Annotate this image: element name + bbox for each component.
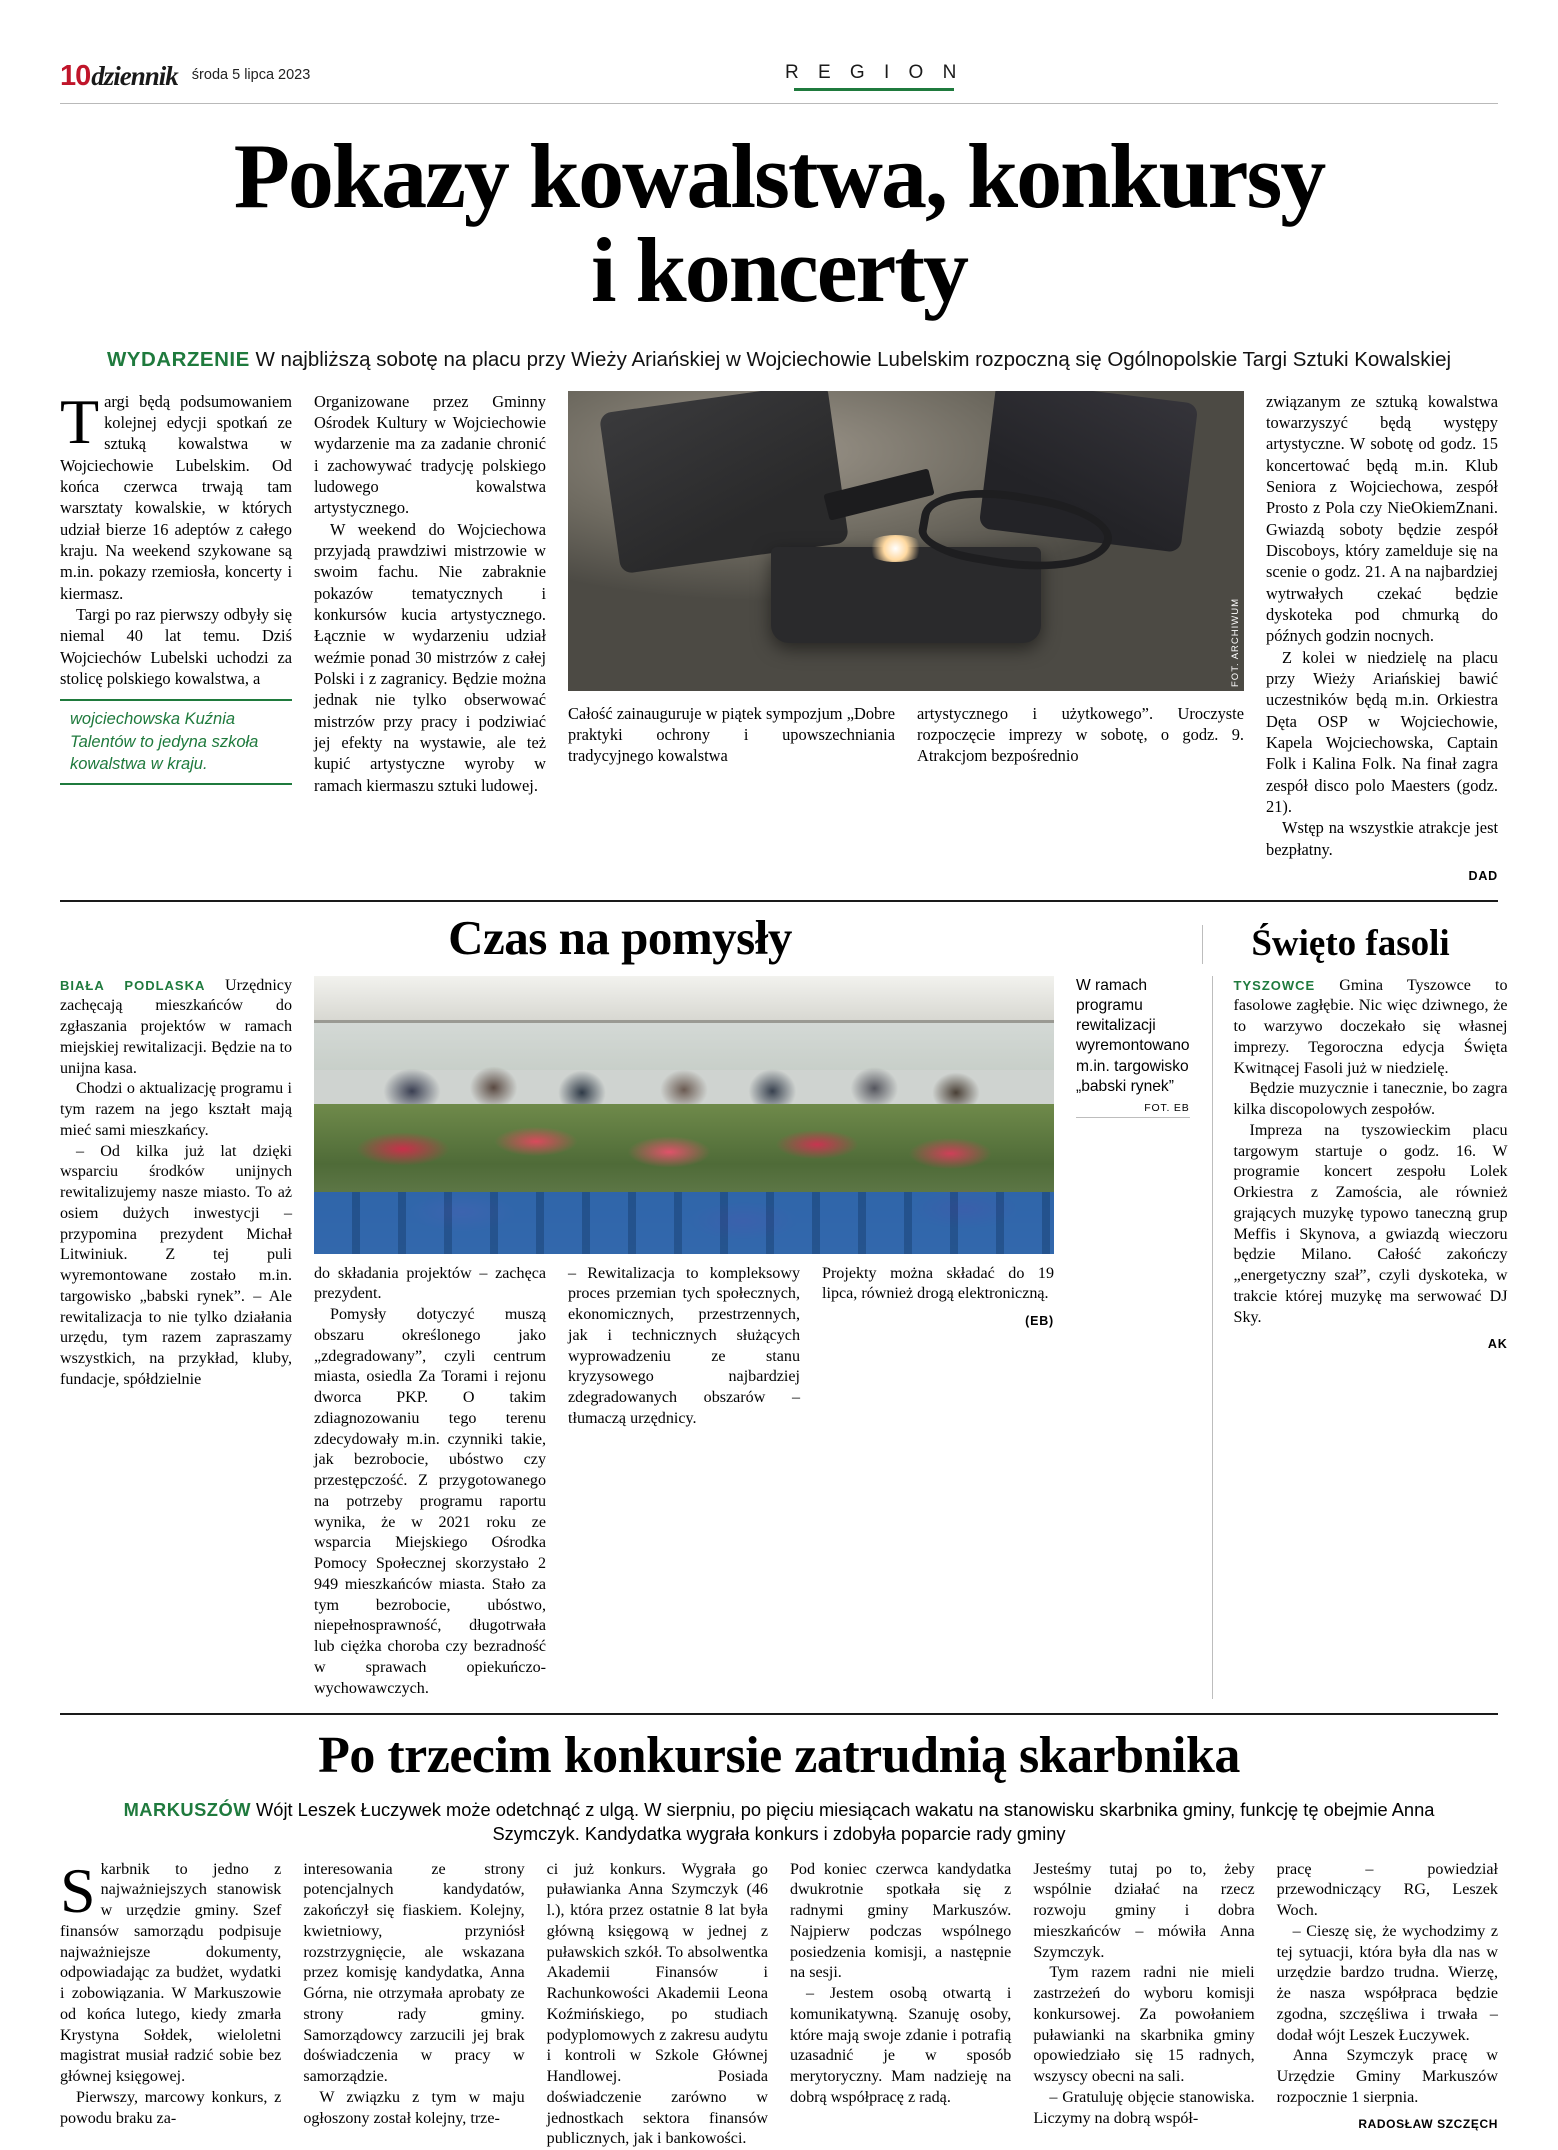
dropcap-letter-2: S bbox=[60, 1854, 96, 1926]
article2-column-4 bbox=[822, 1264, 1054, 1700]
market-photo bbox=[314, 976, 1054, 1254]
article1-col1-para2: Targi po raz pierwszy odbyły się niemal 40 lat temu. Dziś Wojciechów Lubelski uchodzi za stolicę polskiego kowalstwa, a bbox=[60, 604, 292, 688]
article1-col3-para1: związanym ze sztuką kowalstwa towarzyszyć będą występy artystyczne. W sobotę od godz. 15 koncertować będą m.in. Klub Seniora z Wojciechowa, zespół Prosto z Pola czy NieOkiemZnani. Gwiazdą soboty będzie zespół Discoboys, który zamelduje się na scenie o godz. 21. A na najbardziej wytrwałych czekać będzie dyskoteka pod chmurką do późnych godzin nocnych. bbox=[1266, 391, 1498, 646]
article1-lead bbox=[95, 346, 1463, 373]
photo-credit: FOT. ARCHIWUM bbox=[1230, 597, 1241, 687]
article4-col2-para2: W związku z tym w maju ogłoszony został kolejny, trze- bbox=[303, 2088, 525, 2127]
article2-col1-para1-text: Urzędnicy zachęcają mieszkańców do zgłaszania projektów w ramach miejskiej rewitalizacji. Będzie na to unijna kasa. bbox=[60, 976, 292, 1077]
article4-col4-para2: – Jestem osobą otwartą i komunikatywną. Szanuję osoby, które mają swoje zdanie i potrafią uzasadnić je w sposób merytoryczny. Mam nadzieję na dobrą współpracę z radą. bbox=[789, 1985, 1012, 2106]
article2-dateline: BIAŁA PODLASKA bbox=[60, 977, 206, 993]
article4-column-4 bbox=[790, 1860, 1011, 2150]
article4-col4-para1: Pod koniec czerwca kandydatka dwukrotnie spotkała się z radnymi gminy Markuszów. Najpierw podczas wspólnego posiedzenia komisji, a następnie na sesji. bbox=[789, 1860, 1012, 1982]
page-number: 10 bbox=[60, 60, 91, 92]
section-divider-2 bbox=[60, 1713, 1498, 1715]
article3-para3: Impreza na tyszowieckim placu targowym startuje o godz. 16. W programie koncert zespołu Lolek Orkiestra z Zamościa, ale również grających muzykę typowo taneczną grup Meffis i Skynova, a gwiazdą wieczoru będzie Milano. Całość zakończy „energetyczny szał”, czyli dyskoteka, w trakcie której muzykę ma serwować DJ Sky. bbox=[1233, 1121, 1508, 1326]
section-name: R E G I O N bbox=[784, 62, 964, 83]
article3-para2: Będzie muzycznie i tanecznie, bo zagra kilka discopolowych zespołów. bbox=[1233, 1080, 1508, 1119]
headline-line-2: i koncerty bbox=[590, 218, 968, 321]
article2-caption-column bbox=[1076, 976, 1190, 1700]
article4-col5-para3: – Gratuluję objęcie stanowiska. Liczymy na dobrą współ- bbox=[1033, 2088, 1255, 2127]
article2-photo-block bbox=[314, 976, 1054, 1700]
article2-byline: (EB) bbox=[1025, 1314, 1054, 1329]
article1-pullquote: wojciechowska Kuźnia Talentów to jedyna szkoła kowalstwa w kraju. bbox=[60, 699, 292, 784]
article2-photo-caption: W ramach programu rewitalizacji wyremontowano m.in. targowisko „babski rynek” bbox=[1076, 976, 1190, 1095]
article2-3-headings bbox=[60, 910, 1498, 966]
article2-col2-para2: Pomysły dotyczyć muszą obszaru określonego jako „zdegradowany”, czyli centrum miasta, osiedla Za Torami i rejonu dworca PKP. O takim zdiagnozowaniu tego terenu zdecydowały m.in. czynniki takie, jak bezrobocie, ubóstwo czy przestępczość. Z przygotowanego na potrzeby programu raportu wynika, że w 2021 roku ze wsparcia Miejskiego Ośrodka Pomocy Społecznej skorzystało 2 949 mieszkańców miasta. Stało za tym bezrobocie, ubóstwo, niepełnosprawność, długotrwała lub ciężka choroba czy bezradność w sprawach opiekuńczo-wychowawczych. bbox=[314, 1306, 546, 1697]
article1-column-3 bbox=[1266, 391, 1498, 884]
article2-col1-para3: – Od kilka już lat dzięki wsparciu środków unijnych rewitalizujemy nasze miasto. To aż osiem dużych inwestycji – przypomina prezydent Michał Litwiniuk. Z tej puli wyremontowane zostało m.in. targowisko „babski rynek”. – Ale rewitalizacja to nie tylko działania urzędu, tym razem zapraszamy wszystkich, na przykład, kluby, fundacje, spółdzielnie bbox=[60, 1142, 292, 1388]
article4-byline: RADOSŁAW SZCZĘCH bbox=[1358, 2116, 1498, 2131]
article2-title: Czas na pomysły bbox=[448, 910, 792, 966]
article3-para1-text: Gmina Tyszowce to fasolowe zagłębie. Nic więc dziwnego, że to warzywo doczekało się własnej imprezy. Tegoroczna edycja Święta Kwitnącej Fasoli już w niedzielę. bbox=[1233, 976, 1508, 1077]
article4-dateline: MARKUSZÓW bbox=[123, 1798, 251, 1820]
article1-caption-left: Całość zainauguruje w piątek sympozjum „Dobre praktyki ochrony i upowszechniania tradycyjnego kowalstwa bbox=[568, 703, 895, 766]
paper-name: dziennik bbox=[91, 61, 178, 91]
article4-col2-para1: interesowania ze strony potencjalnych kandydatów, zakończył się fiaskiem. Kolejny, kwietniowy, przyniósł rozstrzygnięcie, ale wskazana przez komisję kandydatka, Anna Górna, nie otrzymała aprobaty ze strony rady gminy. Samorządowcy zarzucili jej brak doświadczenia w pracy w samorządzie. bbox=[303, 1860, 525, 2086]
article4-column-2 bbox=[303, 1860, 524, 2150]
article4-body bbox=[60, 1854, 1498, 2150]
article4-col1-para1-text: karbnik to jedno z najważniejszych stanowisk w urzędzie gminy. Szef finansów samorządu podpisuje najważniejsze dokumenty, odpowiadając za budżet, wydatki i zobowiązania. W Markuszowie od końca lutego, kiedy zmarła Krystyna Sołdek, wieloletni magistrat musiał radzić sobie bez głównej księgowej. bbox=[60, 1860, 282, 2086]
section-underline bbox=[794, 88, 954, 91]
article1-col2-para2: W weekend do Wojciechowa przyjadą prawdziwi mistrzowie w swoim fachu. Nie zabraknie pokazów tematycznych i konkursów kucia artystycznego. Łącznie w wydarzeniu udział weźmie ponad 30 mistrzów z całej Polski i z zagranicy. Będzie można jednak nie tylko obserwować mistrzów przy pracy i podziwiać jej efekty na wystawie, ale też kupić artystyczne wyroby w ramach kiermaszu sztuki ludowej. bbox=[314, 519, 546, 795]
article2-photo-credit: FOT. EB bbox=[1076, 1102, 1190, 1118]
article1-caption-row bbox=[568, 703, 1244, 767]
article3-column bbox=[1212, 976, 1508, 1700]
article4-column-3 bbox=[547, 1860, 768, 2150]
article1-col3-para2: Z kolei w niedzielę na placu przy Wieży Ariańskiej bawić uczestników będą m.in. Orkiestra Dęta OSP w Wojciechowie, Kapela Wojciechowska, Captain Folk i Kalina Folk. Na finał zagra zespół disco polo Maesters (godz. 21). bbox=[1266, 647, 1498, 816]
article1-kicker: WYDARZENIE bbox=[106, 347, 250, 371]
dropcap-letter: T bbox=[60, 385, 100, 457]
photo2-roof bbox=[314, 976, 1054, 1023]
article2-col1-para1 bbox=[60, 976, 292, 1080]
article1-body bbox=[60, 385, 1498, 884]
article4-col6-para1: pracę – powiedział przewodniczący RG, Leszek Woch. bbox=[1276, 1860, 1498, 1920]
article2-col1-para2: Chodzi o aktualizację programu i tym razem na jego kształt mają mieć sami mieszkańcy. bbox=[60, 1080, 292, 1139]
article2-column-2 bbox=[314, 1264, 546, 1700]
article1-caption-right: artystycznego i użytkowego”. Uroczyste rozpoczęcie imprezy w sobotę, o godz. 9. Atrakcjom bezpośrednio bbox=[917, 703, 1244, 766]
article4-col1-para2: Pierwszy, marcowy konkurs, z powodu braku za- bbox=[60, 2088, 282, 2127]
article4-col6-para3: Anna Szymczyk pracę w Urzędzie Gminy Markuszów rozpocznie 1 sierpnia. bbox=[1276, 2047, 1498, 2106]
blacksmith-photo bbox=[568, 391, 1244, 691]
section-header bbox=[250, 62, 1498, 91]
article4-title: Po trzecim konkursie zatrudnią skarbnika bbox=[318, 1727, 1240, 1785]
article1-byline: DAD bbox=[1468, 868, 1498, 883]
spark-glow bbox=[865, 535, 926, 562]
article1-headline bbox=[70, 125, 1488, 321]
masthead bbox=[0, 0, 1558, 93]
article1-photo-block bbox=[568, 391, 1244, 884]
article4-col6-para2: – Cieszę się, że wychodzimy z tej sytuacji, która była dla nas w urzędzie bardzo trudna. Wierzę, że nasza współpraca będzie zgodna, szczęśliwa i trwała – dodał wójt Leszek Łuczywek. bbox=[1276, 1922, 1498, 2044]
article4-col3-para1: ci już konkurs. Wygrała go puławianka Anna Szymczyk (46 l.), która przez ostatnie 8 lat była główną księgową w jednej z puławskich szkół. To absolwentka Akademii Finansów i Rachunkowości Akademii Leona Koźmińskiego, po studiach podyplomowych z zakresu audytu i kontroli w Szkole Głównej Handlowej. Posiada doświadczenie zarówno w jednostkach sektora finansów publicznych, jak i bankowości. bbox=[546, 1860, 768, 2148]
article1-col3-para3: Wstęp na wszystkie atrakcje jest bezpłatny. bbox=[1266, 818, 1498, 859]
masthead-divider bbox=[60, 103, 1498, 104]
article4-column-5 bbox=[1033, 1860, 1254, 2150]
issue-date: środa 5 lipca 2023 bbox=[191, 66, 311, 83]
article1-lead-text: W najbliższą sobotę na placu przy Wieży Ariańskiej w Wojciechowie Lubelskim rozpoczną się Ogólnopolskie Targi Sztuki Kowalskiej bbox=[249, 347, 1452, 371]
article2-col3-para2: Projekty można składać do 19 lipca, również drogą elektroniczną. bbox=[822, 1264, 1054, 1303]
article2-col2-para1: do składania projektów – zachęca prezydent. bbox=[314, 1264, 546, 1303]
photo2-crates bbox=[314, 1192, 1054, 1253]
blacksmith-photo-wrap bbox=[568, 391, 1244, 691]
article3-byline: AK bbox=[1487, 1337, 1508, 1352]
article2-3-body bbox=[60, 976, 1508, 1700]
article4-col5-para1: Jesteśmy tutaj po to, żeby wspólnie działać na rzecz rozwoju gminy i dobra mieszkańców – mówiła Anna Szymczyk. bbox=[1033, 1860, 1255, 1961]
article1-col1-para1 bbox=[60, 385, 292, 604]
article2-column-3 bbox=[568, 1264, 800, 1700]
article2-col3-para1: – Rewitalizacja to kompleksowy proces przemian tych społecznych, ekonomicznych, przestrzennych, jak i technicznych służących wyprowadzeniu ze stanu kryzysowego najbardziej zdegradowanych obszarów – tłumaczą urzędnicy. bbox=[568, 1264, 800, 1427]
article4-column-6 bbox=[1277, 1860, 1498, 2150]
article2-column-1 bbox=[60, 976, 292, 1700]
headline-line-1: Pokazy kowalstwa, konkursy bbox=[233, 125, 1325, 227]
article3-para1 bbox=[1234, 976, 1508, 1080]
article4-lead-text: Wójt Leszek Łuczywek może odetchnąć z ulgą. W sierpniu, po pięciu miesiącach wakatu na stanowisku skarbnika gminy, funkcję tę obejmie Anna Szymczyk. Kandydatka wygrała konkurs i zdobyła poparcie rady gminy bbox=[250, 1798, 1435, 1844]
article4-col5-para2: Tym razem radni nie mieli zastrzeżeń do wyboru komisji konkursowej. Za powołaniem puławianki na skarbnika gminy opowiedziało się 15 radnych, wszyscy obecni na sali. bbox=[1033, 1964, 1255, 2086]
paper-logo bbox=[60, 60, 178, 93]
article4-column-1 bbox=[60, 1854, 282, 2150]
section-divider-1 bbox=[60, 900, 1498, 902]
article1-column-1 bbox=[60, 385, 292, 884]
article4-col1-para1 bbox=[60, 1854, 282, 2088]
article1-column-2 bbox=[314, 391, 546, 884]
article1-col2-para1: Organizowane przez Gminny Ośrodek Kultury w Wojciechowie wydarzenie ma za zadanie chronić i zachowywać tradycję polskiego ludowego kowalstwa artystycznego. bbox=[314, 391, 546, 518]
article3-dateline: TYSZOWCE bbox=[1233, 977, 1316, 993]
article1-col1-para1-text: argi będą podsumowaniem kolejnej edycji spotkań ze sztuką kowalstwa w Wojciechowie Lubelskim. Od końca czerwca trwają tam warsztaty kowalskie, w których udział bierze 16 adeptów z całego kraju. Na weekend szykowane są m.in. pokazy rzemiosła, koncerty i kiermasz. bbox=[60, 391, 292, 603]
article4-lead bbox=[80, 1798, 1478, 1846]
article3-title: Święto fasoli bbox=[1202, 925, 1498, 964]
